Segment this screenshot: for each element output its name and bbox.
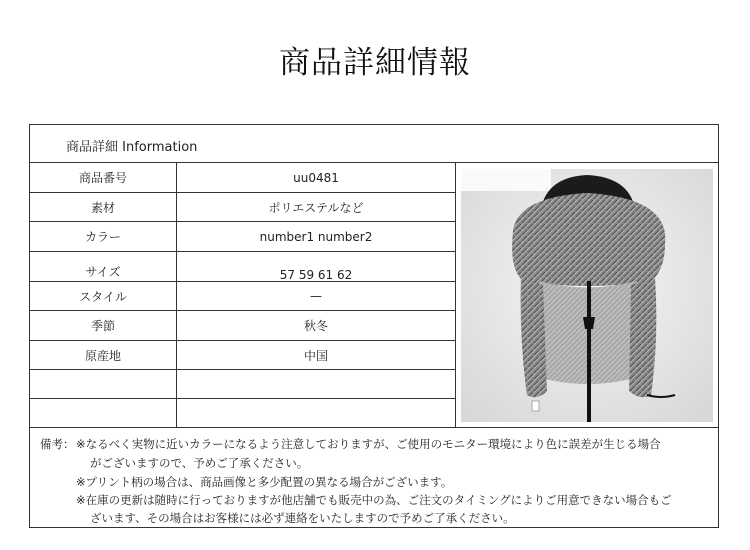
spec-value: uu0481 <box>293 170 339 185</box>
product-photo-cell <box>455 163 718 428</box>
spec-label: 原産地 <box>30 341 177 369</box>
spec-value: — <box>310 289 322 303</box>
fur-trapper-hat-photo-icon <box>461 169 713 422</box>
notes-prefix: 備考： <box>40 437 75 451</box>
spec-value: number1 number2 <box>259 229 373 244</box>
spec-label: サイズ <box>30 252 177 281</box>
notes-section <box>30 428 718 527</box>
product-detail-table <box>29 124 719 528</box>
spec-label <box>30 399 177 427</box>
section-header-label: 商品詳細 Information <box>66 140 198 155</box>
spec-row-empty <box>30 399 455 428</box>
spec-label: 素材 <box>30 193 177 221</box>
spec-label <box>30 370 177 398</box>
spec-row-season <box>30 311 455 341</box>
spec-value: ポリエステルなど <box>268 200 364 215</box>
note-line: ※在庫の更新は随時に行っておりますが他店舗でも販売中の為、ご注文のタイミングによりご用意できない場合もご <box>76 493 672 507</box>
product-photo <box>461 169 713 422</box>
spec-row-style <box>30 282 455 311</box>
spec-value <box>177 399 455 427</box>
spec-label: カラー <box>30 222 177 251</box>
spec-value: 57 59 61 62 <box>279 267 353 282</box>
spec-row-color <box>30 222 455 252</box>
spec-row-origin <box>30 341 455 370</box>
spec-value: 中国 <box>303 348 328 363</box>
spec-label: スタイル <box>30 282 177 310</box>
note-line: がございますので、予めご了承ください。 <box>90 456 309 470</box>
spec-row-item-number <box>30 163 455 193</box>
spec-label: 商品番号 <box>30 163 177 192</box>
note-line: ※なるべく実物に近いカラーになるよう注意しておりますが、ご使用のモニター環境により色に誤差が生じる場合 <box>76 437 661 451</box>
spec-label: 季節 <box>30 311 177 340</box>
spec-row-material <box>30 193 455 222</box>
note-line: ※プリント柄の場合は、商品画像と多少配置の異なる場合がございます。 <box>76 475 453 489</box>
spec-value <box>177 370 455 398</box>
spec-value: 秋冬 <box>303 319 328 333</box>
note-line: ざいます、その場合はお客様には必ず連絡をいたしますので予めご了承ください。 <box>90 511 515 525</box>
spec-row-size <box>30 252 455 282</box>
spec-row-empty <box>30 370 455 399</box>
section-header <box>30 125 718 163</box>
page-title: 商品詳細情報 <box>279 45 471 81</box>
